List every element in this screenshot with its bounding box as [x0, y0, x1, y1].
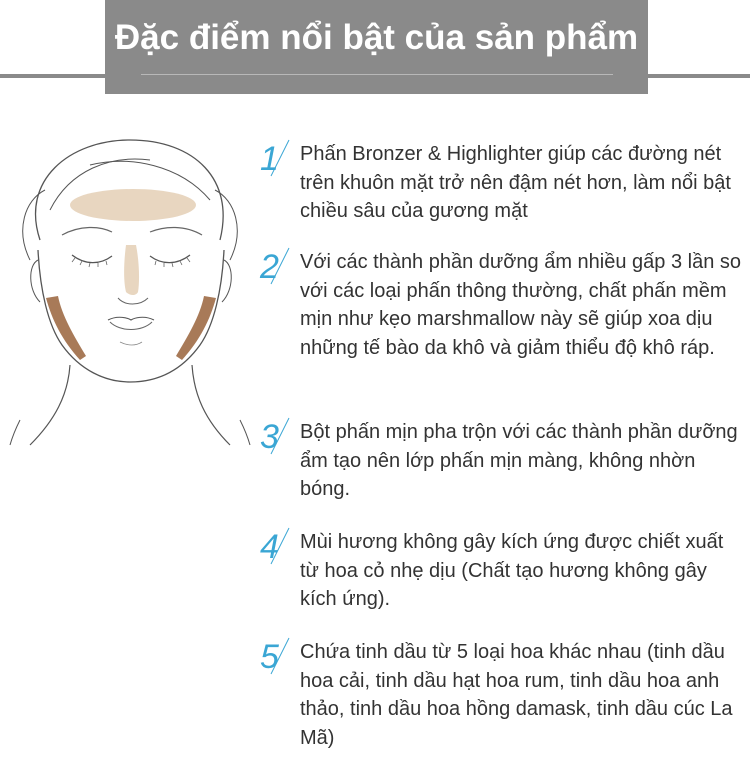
- feature-number-2: 2: [255, 244, 295, 290]
- page-title: Đặc điểm nổi bật của sản phẩm: [114, 18, 639, 57]
- feature-text-4: Mùi hương không gây kích ứng được chiết xuất từ hoa cỏ nhẹ dịu (Chất tạo hương không gây kích ứng).: [300, 531, 724, 610]
- feature-number-3: 3: [255, 414, 295, 460]
- feature-number-4: 4: [255, 524, 295, 570]
- feature-text-5: Chứa tinh dầu từ 5 loại hoa khác nhau (tinh dầu hoa cải, tinh dầu hạt hoa rum, tinh dầu hoa anh thảo, tinh dầu hoa hồng damask, tinh dầu cúc La Mã): [300, 641, 733, 749]
- feature-text-2: Với các thành phần dưỡng ẩm nhiều gấp 3 lần so với các loại phấn thông thường, chất phấn mềm mịn như kẹo marshmallow này sẽ giúp xoa dịu những tế bào da khô và giảm thiểu độ khô ráp.: [300, 251, 742, 359]
- feature-text-3: Bột phấn mịn pha trộn với các thành phần dưỡng ẩm tạo nên lớp phấn mịn màng, không nhờn bóng.: [300, 421, 738, 500]
- feature-number-1: 1: [255, 136, 295, 182]
- feature-number-5: 5: [255, 634, 295, 680]
- feature-text-1: Phấn Bronzer & Highlighter giúp các đường nét trên khuôn mặt trở nên đậm nét hơn, làm nổi bật chiều sâu của gương mặt: [300, 143, 731, 222]
